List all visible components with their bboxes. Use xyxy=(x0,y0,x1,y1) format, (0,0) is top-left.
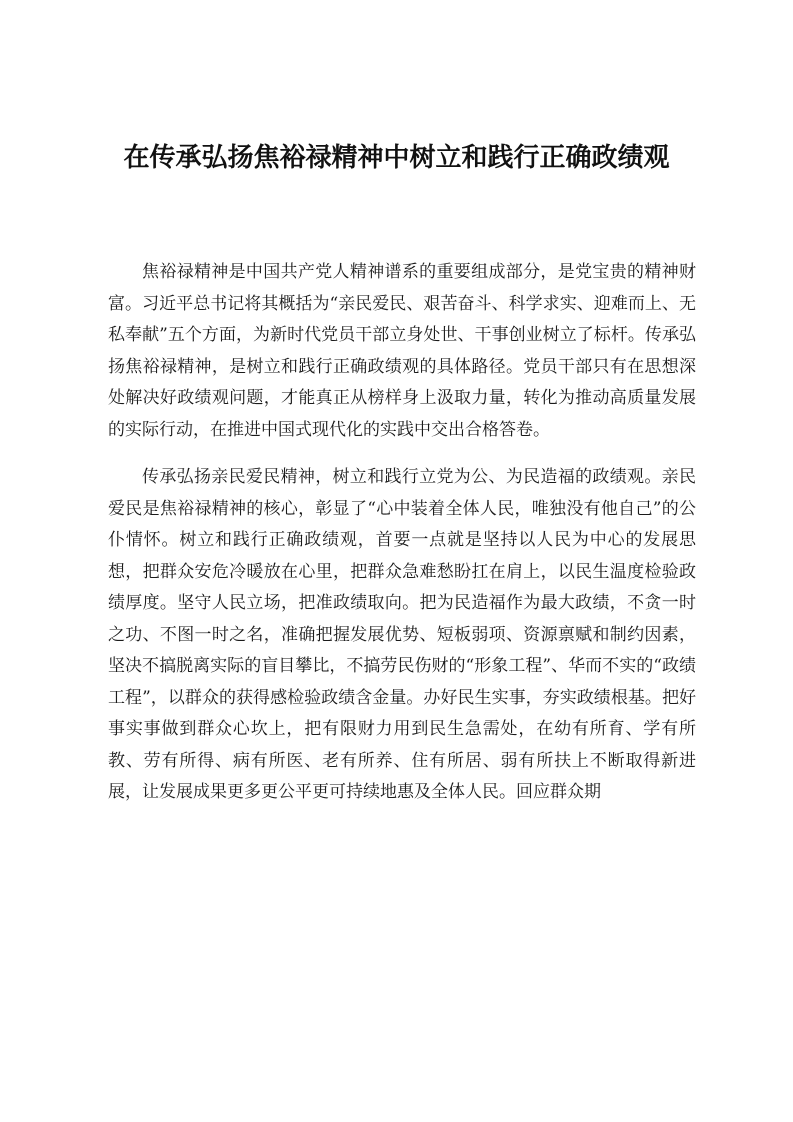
paragraph-1: 焦裕禄精神是中国共产党人精神谱系的重要组成部分，是党宝贵的精神财富。习近平总书记将其概括为“亲民爱民、艰苦奋斗、科学求实、迎难而上、无私奉献”五个方面，为新时代党员干部立身处世、干事创业树立了标杆。传承弘扬焦裕禄精神，是树立和践行正确政绩观的具体路径。党员干部只有在思想深处解决好政绩观问题，才能真正从榜样身上汲取力量，转化为推动高质量发展的实际行动，在推进中国式现代化的实践中交出合格答卷。 xyxy=(108,262,696,440)
document-body xyxy=(108,257,696,825)
document-title: 在传承弘扬焦裕禄精神中树立和践行正确政绩观 xyxy=(123,143,670,173)
paragraph-2: 传承弘扬亲民爱民精神，树立和践行立党为公、为民造福的政绩观。亲民爱民是焦裕禄精神的核心，彰显了“心中装着全体人民，唯独没有他自己”的公仆情怀。树立和践行正确政绩观，首要一点就是坚持以人民为中心的发展思想，把群众安危冷暖放在心里，把群众急难愁盼扛在肩上，以民生温度检验政绩厚度。坚守人民立场，把准政绩取向。把为民造福作为最大政绩，不贪一时之功、不图一时之名，准确把握发展优势、短板弱项、资源禀赋和制约因素，坚决不搞脱离实际的盲目攀比，不搞劳民伤财的“形象工程”、华而不实的“政绩工程”，以群众的获得感检验政绩含金量。办好民生实事，夯实政绩根基。把好事实事做到群众心坎上，把有限财力用到民生急需处，在幼有所育、学有所教、劳有所得、病有所医、老有所养、住有所居、弱有所扶上不断取得新进展，让发展成果更多更公平更可持续地惠及全体人民。回应群众期 xyxy=(108,467,696,802)
